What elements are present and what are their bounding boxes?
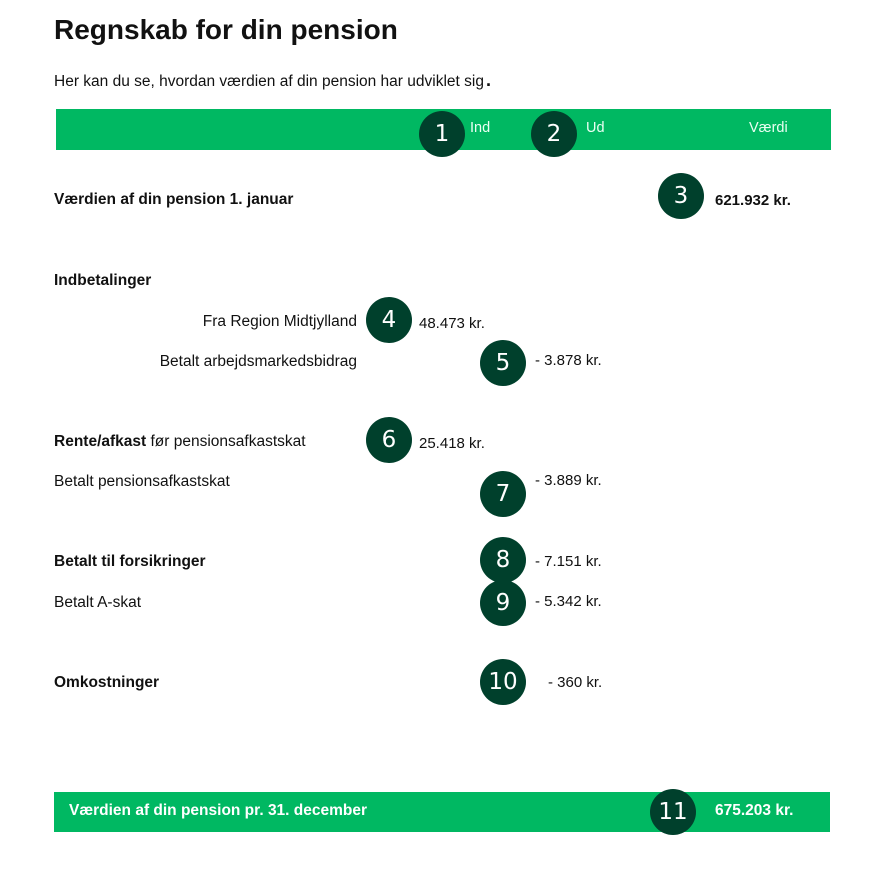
forsikringer-label: Betalt til forsikringer	[54, 553, 206, 570]
marker-badge-11: 11	[650, 789, 696, 835]
subtitle-period: .	[485, 70, 491, 90]
pal-skat-amount: - 3.889 kr.	[535, 472, 602, 489]
column-header-vaerdi: Værdi	[749, 120, 788, 136]
marker-badge-4: 4	[366, 297, 412, 343]
forsikringer-amount: - 7.151 kr.	[535, 553, 602, 570]
omkostninger-label: Omkostninger	[54, 674, 160, 691]
marker-badge-6: 6	[366, 417, 412, 463]
page-subtitle	[54, 70, 491, 91]
rente-amount: 25.418 kr.	[419, 435, 485, 452]
marker-badge-9: 9	[480, 580, 526, 626]
marker-badge-3: 3	[658, 173, 704, 219]
end-value-label: Værdien af din pension pr. 31. december	[69, 802, 368, 819]
marker-badge-2: 2	[531, 111, 577, 157]
marker-badge-8: 8	[480, 537, 526, 583]
end-value-amount: 675.203 kr.	[715, 802, 794, 819]
column-header-ind: Ind	[470, 120, 491, 136]
column-header-ud: Ud	[586, 120, 605, 136]
start-value-amount: 621.932 kr.	[715, 192, 791, 209]
rente-label-bold: Rente/afkast	[54, 433, 147, 450]
subtitle-text: Her kan du se, hvordan værdien af din pension har udviklet sig	[54, 73, 484, 90]
rente-label	[54, 433, 306, 451]
marker-badge-1: 1	[419, 111, 465, 157]
start-value-label: Værdien af din pension 1. januar	[54, 191, 294, 208]
rente-label-rest: før pensionsafkastskat	[146, 433, 306, 450]
arbejdsmarkedsbidrag-label: Betalt arbejdsmarkedsbidrag	[159, 353, 357, 370]
marker-badge-7: 7	[480, 471, 526, 517]
page-title: Regnskab for din pension	[54, 14, 398, 45]
marker-badge-10: 10	[480, 659, 526, 705]
region-label: Fra Region Midtjylland	[202, 313, 357, 330]
region-amount: 48.473 kr.	[419, 315, 485, 332]
omkostninger-amount: - 360 kr.	[548, 674, 603, 691]
pal-skat-label: Betalt pensionsafkastskat	[54, 473, 230, 490]
a-skat-amount: - 5.342 kr.	[535, 593, 602, 610]
a-skat-label: Betalt A-skat	[54, 594, 142, 611]
marker-badge-5: 5	[480, 340, 526, 386]
indbetalinger-heading: Indbetalinger	[54, 272, 152, 289]
arbejdsmarkedsbidrag-amount: - 3.878 kr.	[535, 352, 602, 369]
